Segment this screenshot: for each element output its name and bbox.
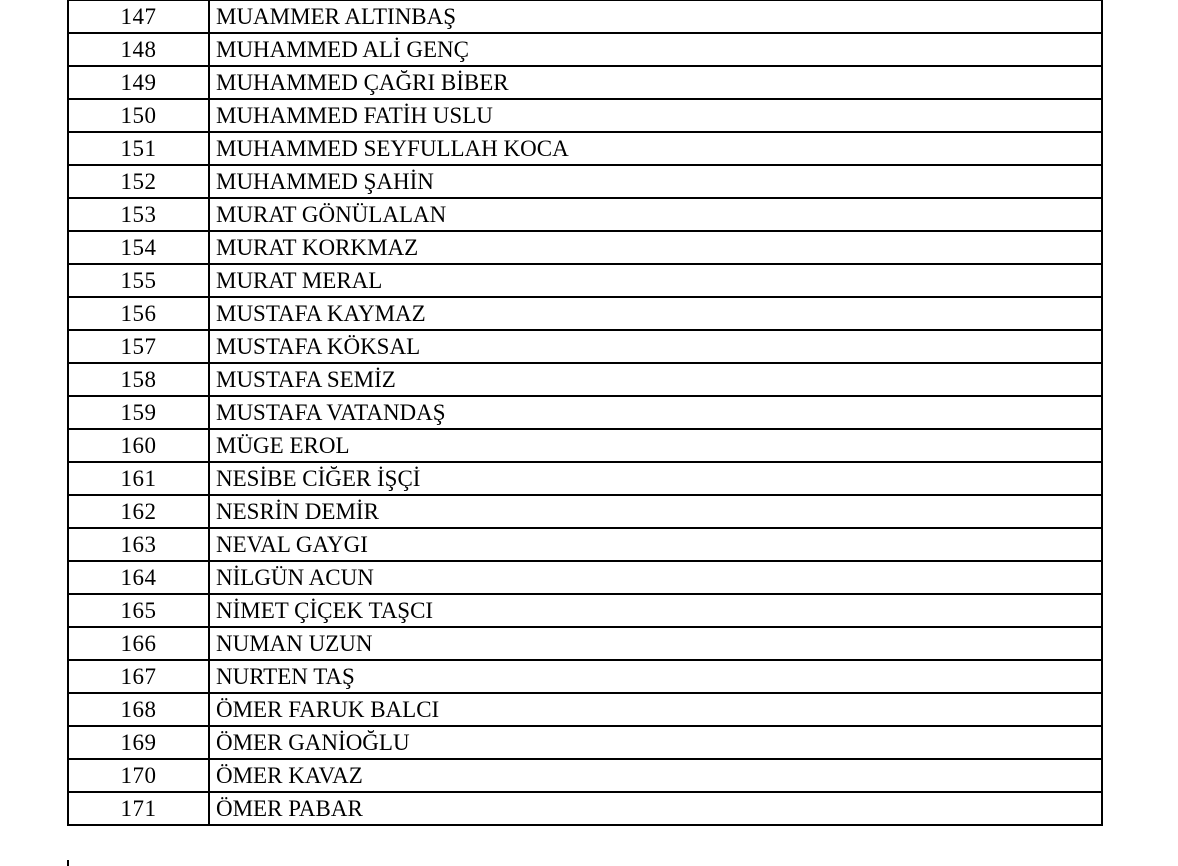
table-row <box>68 165 1102 198</box>
person-name-cell: MUHAMMED ÇAĞRI BİBER <box>209 66 1102 99</box>
name-list-body <box>68 0 1102 825</box>
table-row <box>68 726 1102 759</box>
table-row <box>68 297 1102 330</box>
person-name-cell: MUHAMMED SEYFULLAH KOCA <box>209 132 1102 165</box>
row-number-cell: 161 <box>68 462 209 495</box>
row-number-cell: 150 <box>68 99 209 132</box>
row-number-cell: 166 <box>68 627 209 660</box>
table-row <box>68 66 1102 99</box>
person-name-cell: NESİBE CİĞER İŞÇİ <box>209 462 1102 495</box>
person-name-cell: MUHAMMED ALİ GENÇ <box>209 33 1102 66</box>
row-number-cell: 156 <box>68 297 209 330</box>
person-name-cell: ÖMER GANİOĞLU <box>209 726 1102 759</box>
row-number-cell: 147 <box>68 0 209 33</box>
person-name-cell: NEVAL GAYGI <box>209 528 1102 561</box>
person-name-cell: MUSTAFA SEMİZ <box>209 363 1102 396</box>
person-name-cell: MUSTAFA KAYMAZ <box>209 297 1102 330</box>
table-continuation-line <box>67 860 69 866</box>
person-name-cell: NESRİN DEMİR <box>209 495 1102 528</box>
row-number-cell: 167 <box>68 660 209 693</box>
table-row <box>68 462 1102 495</box>
row-number-cell: 163 <box>68 528 209 561</box>
row-number-cell: 154 <box>68 231 209 264</box>
person-name-cell: MUSTAFA VATANDAŞ <box>209 396 1102 429</box>
person-name-cell: MUAMMER ALTINBAŞ <box>209 0 1102 33</box>
row-number-cell: 165 <box>68 594 209 627</box>
person-name-cell: MUSTAFA KÖKSAL <box>209 330 1102 363</box>
row-number-cell: 164 <box>68 561 209 594</box>
table-row <box>68 33 1102 66</box>
person-name-cell: MUHAMMED ŞAHİN <box>209 165 1102 198</box>
name-list-table <box>67 0 1103 826</box>
person-name-cell: NİLGÜN ACUN <box>209 561 1102 594</box>
person-name-cell: ÖMER PABAR <box>209 792 1102 825</box>
table-row <box>68 429 1102 462</box>
table-row <box>68 0 1102 33</box>
table-row <box>68 396 1102 429</box>
person-name-cell: MURAT KORKMAZ <box>209 231 1102 264</box>
row-number-cell: 169 <box>68 726 209 759</box>
row-number-cell: 160 <box>68 429 209 462</box>
person-name-cell: MURAT GÖNÜLALAN <box>209 198 1102 231</box>
table-row <box>68 660 1102 693</box>
table-row <box>68 528 1102 561</box>
table-row <box>68 759 1102 792</box>
row-number-cell: 151 <box>68 132 209 165</box>
person-name-cell: NUMAN UZUN <box>209 627 1102 660</box>
person-name-cell: ÖMER KAVAZ <box>209 759 1102 792</box>
person-name-cell: MUHAMMED FATİH USLU <box>209 99 1102 132</box>
table-row <box>68 792 1102 825</box>
person-name-cell: NİMET ÇİÇEK TAŞCI <box>209 594 1102 627</box>
row-number-cell: 168 <box>68 693 209 726</box>
person-name-cell: NURTEN TAŞ <box>209 660 1102 693</box>
row-number-cell: 157 <box>68 330 209 363</box>
row-number-cell: 162 <box>68 495 209 528</box>
table-row <box>68 495 1102 528</box>
row-number-cell: 159 <box>68 396 209 429</box>
table-row <box>68 561 1102 594</box>
row-number-cell: 158 <box>68 363 209 396</box>
document-page <box>67 0 1103 866</box>
row-number-cell: 148 <box>68 33 209 66</box>
row-number-cell: 153 <box>68 198 209 231</box>
table-row <box>68 198 1102 231</box>
table-row <box>68 330 1102 363</box>
table-row <box>68 594 1102 627</box>
person-name-cell: MURAT MERAL <box>209 264 1102 297</box>
table-row <box>68 231 1102 264</box>
table-row <box>68 99 1102 132</box>
row-number-cell: 149 <box>68 66 209 99</box>
person-name-cell: ÖMER FARUK BALCI <box>209 693 1102 726</box>
row-number-cell: 171 <box>68 792 209 825</box>
table-row <box>68 363 1102 396</box>
row-number-cell: 152 <box>68 165 209 198</box>
table-row <box>68 693 1102 726</box>
row-number-cell: 155 <box>68 264 209 297</box>
table-row <box>68 264 1102 297</box>
table-row <box>68 132 1102 165</box>
table-row <box>68 627 1102 660</box>
person-name-cell: MÜGE EROL <box>209 429 1102 462</box>
row-number-cell: 170 <box>68 759 209 792</box>
